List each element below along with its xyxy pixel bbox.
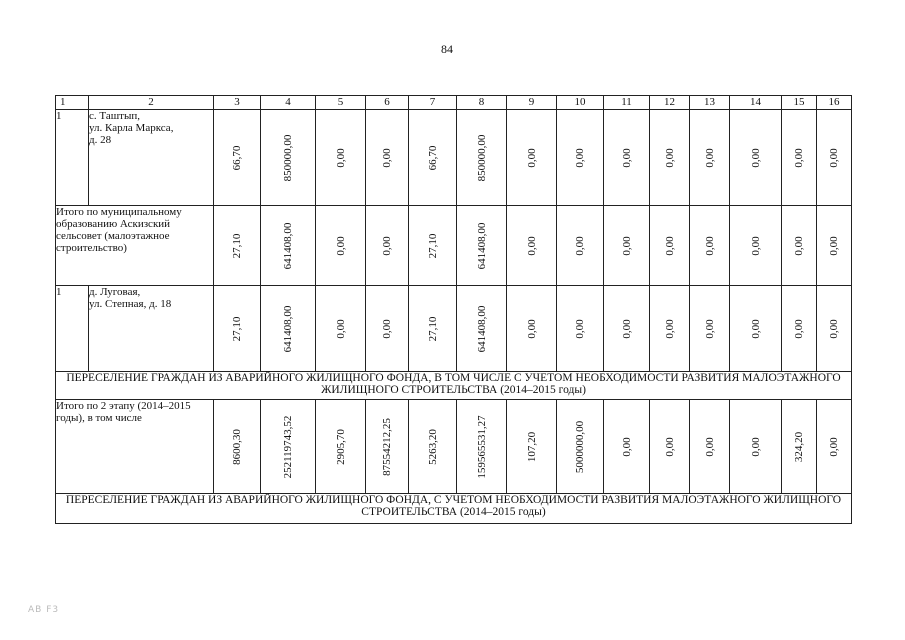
cell-value: 850000,00	[282, 134, 294, 181]
table-cell	[817, 110, 852, 206]
column-header: 6	[366, 96, 409, 110]
cell-value: 0,00	[525, 318, 538, 339]
table-cell	[557, 110, 604, 206]
row-name: с. Таштып, ул. Карла Маркса, д. 28	[89, 110, 214, 206]
table-cell	[817, 286, 852, 372]
cell-value: 0,00	[381, 235, 393, 256]
table-row	[56, 286, 852, 372]
table-cell	[782, 400, 817, 494]
table-cell	[604, 400, 650, 494]
table-cell	[366, 286, 409, 372]
cell-value: 0,00	[793, 318, 805, 339]
cell-value: 66,70	[231, 145, 243, 170]
cell-value: 0,00	[381, 147, 393, 168]
column-header: 8	[457, 96, 507, 110]
table-header-row	[56, 96, 852, 110]
column-header: 15	[782, 96, 817, 110]
table-cell	[817, 400, 852, 494]
cell-value: 0,00	[828, 436, 840, 457]
table-cell	[507, 110, 557, 206]
column-header: 13	[690, 96, 730, 110]
cell-value: 27,10	[426, 233, 439, 258]
table-cell	[507, 206, 557, 286]
table-cell	[261, 286, 316, 372]
table-cell	[507, 286, 557, 372]
table-cell	[409, 400, 457, 494]
total-row	[56, 206, 852, 286]
footer-mark: AB F3	[28, 605, 60, 615]
table-cell	[261, 400, 316, 494]
table-cell	[316, 286, 366, 372]
table-cell	[730, 400, 782, 494]
table-cell	[316, 110, 366, 206]
row-index: 1	[56, 286, 89, 372]
table-cell	[557, 400, 604, 494]
table-cell	[214, 400, 261, 494]
cell-value: 0,00	[574, 147, 586, 168]
table-cell	[650, 400, 690, 494]
table-cell	[507, 400, 557, 494]
table-cell	[690, 400, 730, 494]
cell-value: 0,00	[749, 436, 762, 457]
section-row	[56, 494, 852, 524]
cell-value: 0,00	[334, 235, 347, 256]
table-cell	[557, 206, 604, 286]
cell-value: 641408,00	[282, 305, 294, 352]
cell-value: 27,10	[231, 233, 243, 258]
column-header: 16	[817, 96, 852, 110]
cell-value: 0,00	[703, 436, 716, 457]
cell-value: 0,00	[620, 235, 633, 256]
column-header: 2	[89, 96, 214, 110]
column-header: 1	[56, 96, 89, 110]
cell-value: 0,00	[749, 318, 762, 339]
cell-value: 850000,00	[475, 134, 488, 181]
table-cell	[690, 206, 730, 286]
cell-value: 27,10	[426, 316, 439, 341]
cell-value: 159565531,27	[475, 414, 488, 479]
table-cell	[604, 110, 650, 206]
table-cell	[604, 206, 650, 286]
cell-value: 66,70	[426, 145, 439, 170]
cell-value: 641408,00	[282, 222, 294, 269]
cell-value: 0,00	[525, 235, 538, 256]
table-cell	[650, 206, 690, 286]
cell-value: 0,00	[663, 318, 676, 339]
cell-value: 0,00	[574, 235, 586, 256]
section-title: ПЕРЕСЕЛЕНИЕ ГРАЖДАН ИЗ АВАРИЙНОГО ЖИЛИЩНОГО ФОНДА, С УЧЕТОМ НЕОБХОДИМОСТИ РАЗВИТИЯ МАЛОЭТАЖНОГО ЖИЛИЩНОГО СТРОИТЕЛЬСТВА (2014–2015 годы)	[56, 494, 852, 524]
table-cell	[261, 206, 316, 286]
cell-value: 0,00	[525, 147, 538, 168]
total-label: Итого по 2 этапу (2014–2015 годы), в том числе	[56, 400, 214, 494]
section-title: ПЕРЕСЕЛЕНИЕ ГРАЖДАН ИЗ АВАРИЙНОГО ЖИЛИЩНОГО ФОНДА, В ТОМ ЧИСЛЕ С УЧЕТОМ НЕОБХОДИМОСТИ РАЗВИТИЯ МАЛОЭТАЖНОГО ЖИЛИЩНОГО СТРОИТЕЛЬСТВА (2014–2015 годы)	[56, 372, 852, 400]
cell-value: 0,00	[574, 318, 586, 339]
cell-value: 0,00	[828, 235, 840, 256]
column-header: 3	[214, 96, 261, 110]
cell-value: 0,00	[703, 318, 716, 339]
table-cell	[316, 400, 366, 494]
cell-value: 107,20	[525, 431, 538, 462]
cell-value: 0,00	[828, 147, 840, 168]
column-header: 12	[650, 96, 690, 110]
cell-value: 0,00	[828, 318, 840, 339]
cell-value: 2905,70	[334, 428, 347, 465]
cell-value: 0,00	[703, 235, 716, 256]
data-table	[55, 95, 852, 524]
table-cell	[650, 110, 690, 206]
table-cell	[366, 110, 409, 206]
table-cell	[261, 110, 316, 206]
table-cell	[730, 206, 782, 286]
table-cell	[457, 206, 507, 286]
row-index: 1	[56, 110, 89, 206]
table-cell	[409, 206, 457, 286]
table-cell	[409, 110, 457, 206]
cell-value: 0,00	[620, 436, 633, 457]
cell-value: 0,00	[620, 318, 633, 339]
cell-value: 0,00	[793, 147, 805, 168]
column-header: 5	[316, 96, 366, 110]
table-cell	[457, 286, 507, 372]
page-number: 84	[441, 42, 453, 56]
cell-value: 0,00	[793, 235, 805, 256]
total-row	[56, 400, 852, 494]
table-cell	[650, 286, 690, 372]
table-cell	[690, 110, 730, 206]
column-header: 14	[730, 96, 782, 110]
table-cell	[457, 110, 507, 206]
table-cell	[214, 110, 261, 206]
table-row	[56, 110, 852, 206]
cell-value: 5000000,00	[574, 420, 586, 473]
table-cell	[782, 206, 817, 286]
table-cell	[730, 286, 782, 372]
cell-value: 0,00	[703, 147, 716, 168]
column-header: 10	[557, 96, 604, 110]
cell-value: 641408,00	[475, 222, 488, 269]
table-cell	[366, 206, 409, 286]
row-name: д. Луговая, ул. Степная, д. 18	[89, 286, 214, 372]
total-label: Итого по муниципальному образованию Аскизский сельсовет (малоэтажное строительство)	[56, 206, 214, 286]
column-header: 9	[507, 96, 557, 110]
cell-value: 87554212,25	[381, 417, 393, 476]
column-header: 7	[409, 96, 457, 110]
cell-value: 0,00	[663, 147, 676, 168]
table-cell	[782, 286, 817, 372]
table-cell	[316, 206, 366, 286]
column-header: 4	[261, 96, 316, 110]
table-cell	[557, 286, 604, 372]
cell-value: 252119743,52	[282, 415, 294, 478]
table-cell	[214, 286, 261, 372]
cell-value: 27,10	[231, 316, 243, 341]
cell-value: 641408,00	[475, 305, 488, 352]
table-cell	[457, 400, 507, 494]
cell-value: 324,20	[793, 431, 805, 462]
cell-value: 0,00	[620, 147, 633, 168]
table-cell	[782, 110, 817, 206]
cell-value: 0,00	[334, 147, 347, 168]
table-cell	[409, 286, 457, 372]
table-cell	[730, 110, 782, 206]
table-cell	[214, 206, 261, 286]
cell-value: 0,00	[663, 436, 676, 457]
table-cell	[604, 286, 650, 372]
cell-value: 0,00	[334, 318, 347, 339]
cell-value: 0,00	[749, 235, 762, 256]
column-header: 11	[604, 96, 650, 110]
table-cell	[817, 206, 852, 286]
cell-value: 0,00	[381, 318, 393, 339]
cell-value: 0,00	[663, 235, 676, 256]
cell-value: 8600,30	[231, 428, 243, 465]
table-cell	[366, 400, 409, 494]
cell-value: 5263,20	[426, 428, 439, 465]
table-cell	[690, 286, 730, 372]
section-row	[56, 372, 852, 400]
cell-value: 0,00	[749, 147, 762, 168]
